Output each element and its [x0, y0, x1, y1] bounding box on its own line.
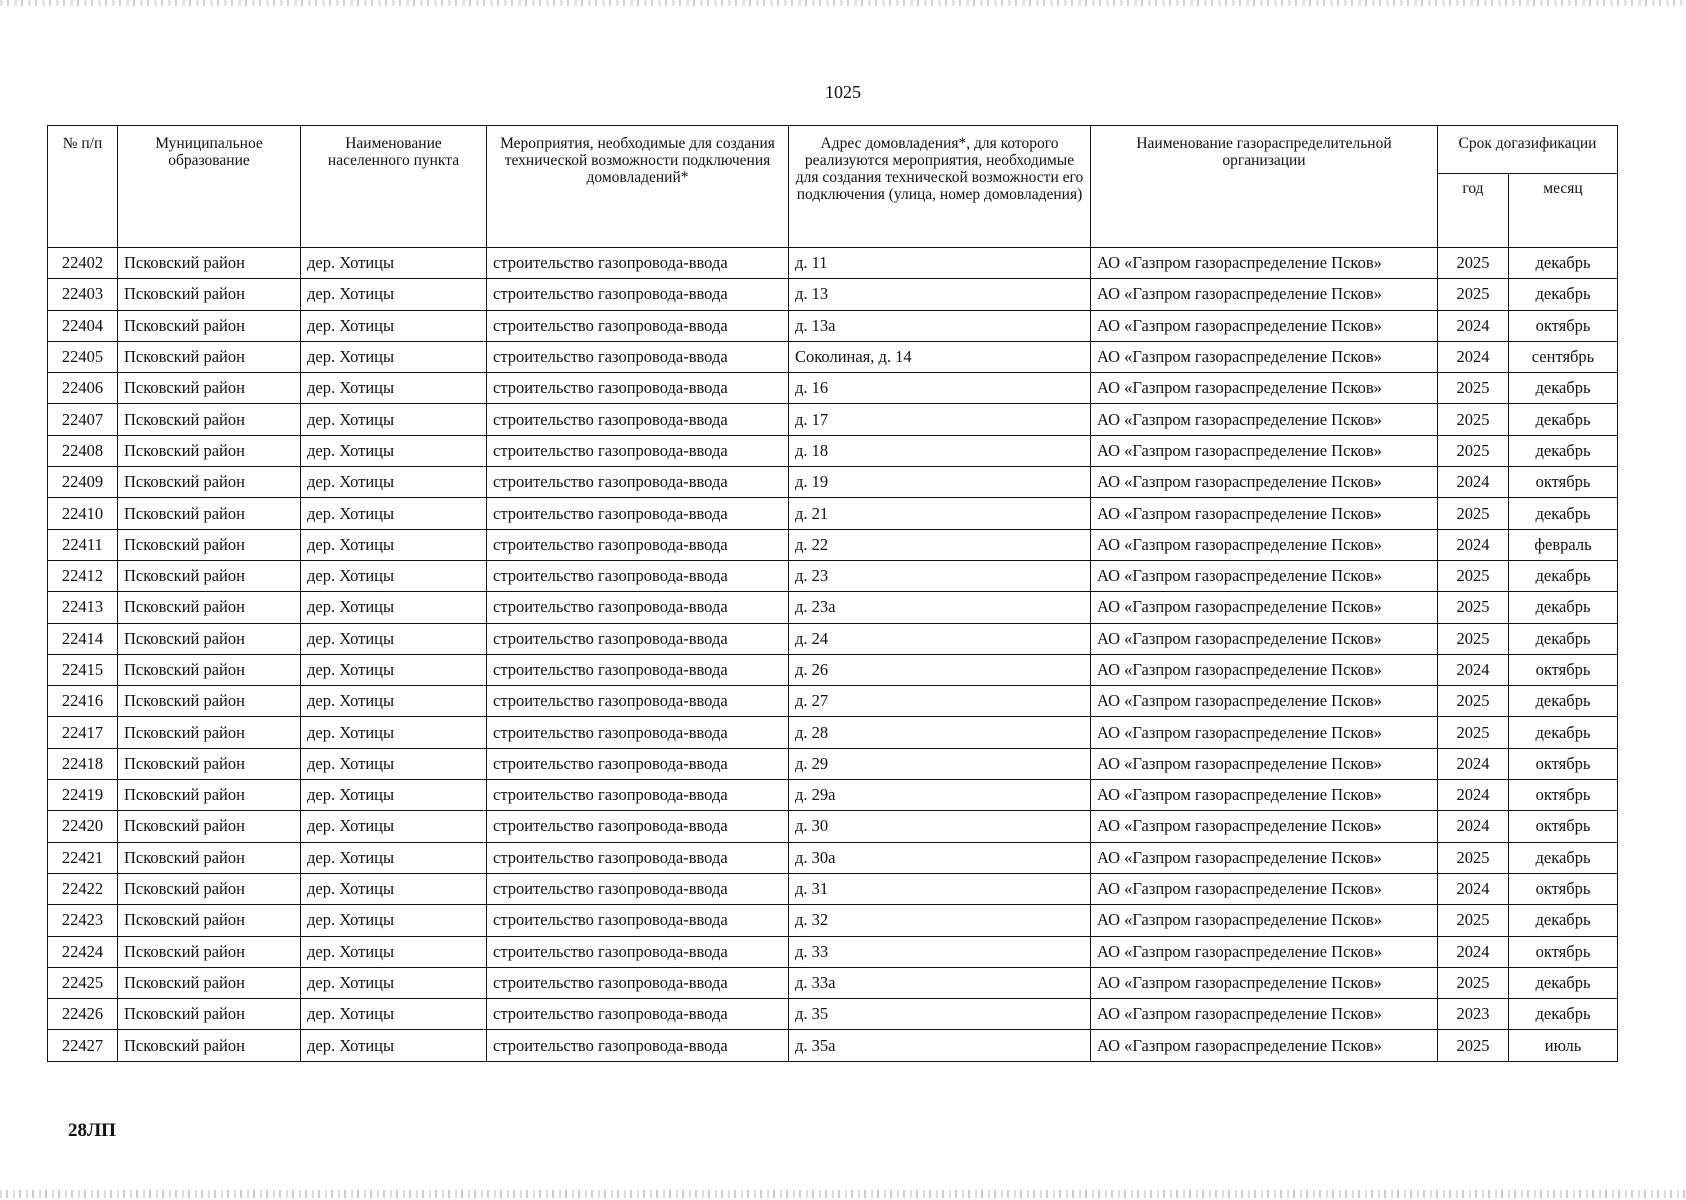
cell-num: 22423 [48, 905, 118, 936]
scan-edge-bottom [0, 1190, 1686, 1198]
cell-organization: АО «Газпром газораспределение Псков» [1091, 686, 1438, 717]
table-row [48, 248, 1618, 279]
cell-settlement: дер. Хотицы [301, 999, 487, 1030]
cell-organization: АО «Газпром газораспределение Псков» [1091, 467, 1438, 498]
cell-settlement: дер. Хотицы [301, 654, 487, 685]
cell-year: 2025 [1438, 592, 1509, 623]
cell-month: декабрь [1509, 435, 1618, 466]
cell-activity: строительство газопровода-ввода [487, 529, 789, 560]
cell-year: 2025 [1438, 498, 1509, 529]
cell-address: д. 32 [789, 905, 1091, 936]
cell-activity: строительство газопровода-ввода [487, 654, 789, 685]
cell-activity: строительство газопровода-ввода [487, 905, 789, 936]
cell-num: 22419 [48, 780, 118, 811]
cell-organization: АО «Газпром газораспределение Псков» [1091, 498, 1438, 529]
cell-address: д. 26 [789, 654, 1091, 685]
cell-organization: АО «Газпром газораспределение Псков» [1091, 592, 1438, 623]
table-row [48, 936, 1618, 967]
cell-year: 2024 [1438, 748, 1509, 779]
cell-address: д. 35 [789, 999, 1091, 1030]
cell-address: д. 21 [789, 498, 1091, 529]
cell-num: 22414 [48, 623, 118, 654]
cell-year: 2024 [1438, 529, 1509, 560]
cell-activity: строительство газопровода-ввода [487, 435, 789, 466]
cell-month: октябрь [1509, 467, 1618, 498]
table-row [48, 310, 1618, 341]
cell-num: 22405 [48, 341, 118, 372]
cell-settlement: дер. Хотицы [301, 811, 487, 842]
cell-activity: строительство газопровода-ввода [487, 999, 789, 1030]
cell-month: октябрь [1509, 873, 1618, 904]
cell-month: декабрь [1509, 279, 1618, 310]
cell-settlement: дер. Хотицы [301, 967, 487, 998]
header-address: Адрес домовладения*, для которого реализуются мероприятия, необходимые для создания технической возможности его подключения (улица, номер домовладения) [789, 126, 1091, 248]
table-row [48, 560, 1618, 591]
cell-year: 2025 [1438, 905, 1509, 936]
header-municipality: Муниципальное образование [118, 126, 301, 248]
footer-code: 28ЛП [68, 1120, 116, 1141]
cell-municipality: Псковский район [118, 717, 301, 748]
cell-month: декабрь [1509, 560, 1618, 591]
cell-settlement: дер. Хотицы [301, 435, 487, 466]
cell-address: д. 31 [789, 873, 1091, 904]
cell-num: 22415 [48, 654, 118, 685]
cell-year: 2025 [1438, 717, 1509, 748]
cell-num: 22409 [48, 467, 118, 498]
cell-address: д. 24 [789, 623, 1091, 654]
cell-organization: АО «Газпром газораспределение Псков» [1091, 999, 1438, 1030]
cell-year: 2025 [1438, 248, 1509, 279]
cell-settlement: дер. Хотицы [301, 341, 487, 372]
table-row [48, 467, 1618, 498]
cell-month: июль [1509, 1030, 1618, 1061]
cell-municipality: Псковский район [118, 373, 301, 404]
cell-activity: строительство газопровода-ввода [487, 373, 789, 404]
table-row [48, 999, 1618, 1030]
cell-settlement: дер. Хотицы [301, 873, 487, 904]
cell-address: д. 30 [789, 811, 1091, 842]
cell-settlement: дер. Хотицы [301, 748, 487, 779]
cell-num: 22417 [48, 717, 118, 748]
cell-activity: строительство газопровода-ввода [487, 873, 789, 904]
cell-settlement: дер. Хотицы [301, 592, 487, 623]
cell-organization: АО «Газпром газораспределение Псков» [1091, 780, 1438, 811]
cell-num: 22426 [48, 999, 118, 1030]
page-number: 1025 [825, 82, 861, 102]
cell-month: декабрь [1509, 623, 1618, 654]
cell-month: декабрь [1509, 842, 1618, 873]
cell-num: 22427 [48, 1030, 118, 1061]
table-row [48, 435, 1618, 466]
table-row [48, 748, 1618, 779]
table-row [48, 780, 1618, 811]
table-body [48, 248, 1618, 1062]
cell-year: 2025 [1438, 560, 1509, 591]
table-header [48, 126, 1618, 248]
cell-address: д. 30а [789, 842, 1091, 873]
cell-num: 22416 [48, 686, 118, 717]
cell-settlement: дер. Хотицы [301, 717, 487, 748]
header-deadline: Срок догазификации [1438, 126, 1618, 174]
cell-year: 2024 [1438, 467, 1509, 498]
cell-activity: строительство газопровода-ввода [487, 936, 789, 967]
cell-settlement: дер. Хотицы [301, 498, 487, 529]
cell-organization: АО «Газпром газораспределение Псков» [1091, 623, 1438, 654]
cell-activity: строительство газопровода-ввода [487, 592, 789, 623]
cell-num: 22411 [48, 529, 118, 560]
header-activities: Мероприятия, необходимые для создания технической возможности подключения домовладений* [487, 126, 789, 248]
scan-edge-top [0, 0, 1686, 6]
cell-activity: строительство газопровода-ввода [487, 748, 789, 779]
cell-municipality: Псковский район [118, 529, 301, 560]
cell-settlement: дер. Хотицы [301, 310, 487, 341]
cell-municipality: Псковский район [118, 686, 301, 717]
cell-settlement: дер. Хотицы [301, 467, 487, 498]
cell-num: 22408 [48, 435, 118, 466]
cell-organization: АО «Газпром газораспределение Псков» [1091, 873, 1438, 904]
cell-num: 22420 [48, 811, 118, 842]
cell-municipality: Псковский район [118, 404, 301, 435]
cell-num: 22422 [48, 873, 118, 904]
cell-month: сентябрь [1509, 341, 1618, 372]
table-row [48, 592, 1618, 623]
cell-month: декабрь [1509, 592, 1618, 623]
table-row [48, 967, 1618, 998]
cell-year: 2023 [1438, 999, 1509, 1030]
table-row [48, 498, 1618, 529]
cell-organization: АО «Газпром газораспределение Псков» [1091, 404, 1438, 435]
cell-municipality: Псковский район [118, 248, 301, 279]
cell-municipality: Псковский район [118, 279, 301, 310]
cell-municipality: Псковский район [118, 999, 301, 1030]
cell-num: 22421 [48, 842, 118, 873]
table-row [48, 717, 1618, 748]
cell-municipality: Псковский район [118, 905, 301, 936]
table-row [48, 654, 1618, 685]
table-row [48, 529, 1618, 560]
cell-month: декабрь [1509, 967, 1618, 998]
cell-address: д. 18 [789, 435, 1091, 466]
cell-year: 2024 [1438, 341, 1509, 372]
cell-settlement: дер. Хотицы [301, 686, 487, 717]
cell-municipality: Псковский район [118, 873, 301, 904]
cell-settlement: дер. Хотицы [301, 842, 487, 873]
cell-municipality: Псковский район [118, 560, 301, 591]
cell-address: Соколиная, д. 14 [789, 341, 1091, 372]
cell-month: декабрь [1509, 905, 1618, 936]
cell-num: 22413 [48, 592, 118, 623]
header-year: год [1438, 174, 1509, 248]
cell-organization: АО «Газпром газораспределение Псков» [1091, 905, 1438, 936]
cell-activity: строительство газопровода-ввода [487, 404, 789, 435]
header-settlement: Наименование населенного пункта [301, 126, 487, 248]
cell-settlement: дер. Хотицы [301, 404, 487, 435]
cell-municipality: Псковский район [118, 748, 301, 779]
cell-address: д. 29а [789, 780, 1091, 811]
cell-address: д. 16 [789, 373, 1091, 404]
cell-address: д. 29 [789, 748, 1091, 779]
table-row [48, 341, 1618, 372]
cell-address: д. 17 [789, 404, 1091, 435]
cell-address: д. 35а [789, 1030, 1091, 1061]
cell-month: декабрь [1509, 373, 1618, 404]
cell-organization: АО «Газпром газораспределение Псков» [1091, 435, 1438, 466]
cell-num: 22424 [48, 936, 118, 967]
cell-municipality: Псковский район [118, 467, 301, 498]
table-row [48, 404, 1618, 435]
table-row [48, 373, 1618, 404]
cell-activity: строительство газопровода-ввода [487, 467, 789, 498]
cell-activity: строительство газопровода-ввода [487, 842, 789, 873]
table-row [48, 811, 1618, 842]
cell-address: д. 33 [789, 936, 1091, 967]
cell-month: октябрь [1509, 310, 1618, 341]
cell-year: 2025 [1438, 279, 1509, 310]
table-row [48, 623, 1618, 654]
cell-num: 22425 [48, 967, 118, 998]
table-row [48, 873, 1618, 904]
cell-activity: строительство газопровода-ввода [487, 560, 789, 591]
cell-activity: строительство газопровода-ввода [487, 717, 789, 748]
cell-year: 2025 [1438, 1030, 1509, 1061]
cell-address: д. 28 [789, 717, 1091, 748]
cell-year: 2024 [1438, 811, 1509, 842]
cell-municipality: Псковский район [118, 842, 301, 873]
cell-year: 2025 [1438, 623, 1509, 654]
cell-month: декабрь [1509, 404, 1618, 435]
cell-municipality: Псковский район [118, 623, 301, 654]
cell-activity: строительство газопровода-ввода [487, 1030, 789, 1061]
cell-settlement: дер. Хотицы [301, 373, 487, 404]
cell-year: 2024 [1438, 780, 1509, 811]
cell-activity: строительство газопровода-ввода [487, 341, 789, 372]
cell-num: 22407 [48, 404, 118, 435]
cell-month: декабрь [1509, 248, 1618, 279]
cell-activity: строительство газопровода-ввода [487, 811, 789, 842]
cell-address: д. 13 [789, 279, 1091, 310]
table-row [48, 1030, 1618, 1061]
cell-num: 22418 [48, 748, 118, 779]
cell-year: 2024 [1438, 936, 1509, 967]
cell-municipality: Псковский район [118, 310, 301, 341]
table-row [48, 905, 1618, 936]
cell-municipality: Псковский район [118, 811, 301, 842]
cell-organization: АО «Газпром газораспределение Псков» [1091, 373, 1438, 404]
cell-settlement: дер. Хотицы [301, 560, 487, 591]
cell-organization: АО «Газпром газораспределение Псков» [1091, 310, 1438, 341]
cell-year: 2025 [1438, 435, 1509, 466]
cell-settlement: дер. Хотицы [301, 905, 487, 936]
cell-activity: строительство газопровода-ввода [487, 967, 789, 998]
cell-address: д. 11 [789, 248, 1091, 279]
cell-year: 2025 [1438, 967, 1509, 998]
cell-organization: АО «Газпром газораспределение Псков» [1091, 967, 1438, 998]
cell-settlement: дер. Хотицы [301, 936, 487, 967]
cell-month: октябрь [1509, 654, 1618, 685]
cell-num: 22410 [48, 498, 118, 529]
cell-activity: строительство газопровода-ввода [487, 498, 789, 529]
cell-activity: строительство газопровода-ввода [487, 686, 789, 717]
header-month: месяц [1509, 174, 1618, 248]
cell-activity: строительство газопровода-ввода [487, 310, 789, 341]
cell-month: октябрь [1509, 748, 1618, 779]
cell-organization: АО «Газпром газораспределение Псков» [1091, 842, 1438, 873]
cell-organization: АО «Газпром газораспределение Псков» [1091, 279, 1438, 310]
cell-municipality: Псковский район [118, 435, 301, 466]
cell-month: февраль [1509, 529, 1618, 560]
cell-activity: строительство газопровода-ввода [487, 279, 789, 310]
table-row [48, 279, 1618, 310]
cell-address: д. 33а [789, 967, 1091, 998]
cell-organization: АО «Газпром газораспределение Псков» [1091, 654, 1438, 685]
cell-num: 22402 [48, 248, 118, 279]
cell-year: 2024 [1438, 873, 1509, 904]
cell-year: 2025 [1438, 842, 1509, 873]
cell-municipality: Псковский район [118, 967, 301, 998]
cell-num: 22404 [48, 310, 118, 341]
cell-num: 22412 [48, 560, 118, 591]
cell-municipality: Псковский район [118, 1030, 301, 1061]
cell-organization: АО «Газпром газораспределение Псков» [1091, 717, 1438, 748]
cell-address: д. 23а [789, 592, 1091, 623]
cell-organization: АО «Газпром газораспределение Псков» [1091, 560, 1438, 591]
table-row [48, 842, 1618, 873]
cell-organization: АО «Газпром газораспределение Псков» [1091, 529, 1438, 560]
cell-municipality: Псковский район [118, 936, 301, 967]
cell-municipality: Псковский район [118, 341, 301, 372]
cell-month: октябрь [1509, 780, 1618, 811]
cell-municipality: Псковский район [118, 498, 301, 529]
cell-settlement: дер. Хотицы [301, 623, 487, 654]
cell-activity: строительство газопровода-ввода [487, 780, 789, 811]
cell-settlement: дер. Хотицы [301, 780, 487, 811]
cell-organization: АО «Газпром газораспределение Псков» [1091, 811, 1438, 842]
cell-address: д. 22 [789, 529, 1091, 560]
cell-year: 2024 [1438, 310, 1509, 341]
cell-year: 2025 [1438, 404, 1509, 435]
cell-address: д. 19 [789, 467, 1091, 498]
cell-settlement: дер. Хотицы [301, 529, 487, 560]
cell-address: д. 27 [789, 686, 1091, 717]
cell-settlement: дер. Хотицы [301, 279, 487, 310]
gasification-table [47, 125, 1618, 1062]
table-row [48, 686, 1618, 717]
cell-municipality: Псковский район [118, 592, 301, 623]
cell-num: 22406 [48, 373, 118, 404]
header-organization: Наименование газораспределительной организации [1091, 126, 1438, 248]
cell-address: д. 13а [789, 310, 1091, 341]
cell-settlement: дер. Хотицы [301, 248, 487, 279]
cell-address: д. 23 [789, 560, 1091, 591]
cell-month: октябрь [1509, 936, 1618, 967]
cell-month: декабрь [1509, 717, 1618, 748]
cell-month: декабрь [1509, 686, 1618, 717]
cell-year: 2024 [1438, 654, 1509, 685]
cell-organization: АО «Газпром газораспределение Псков» [1091, 748, 1438, 779]
cell-num: 22403 [48, 279, 118, 310]
cell-organization: АО «Газпром газораспределение Псков» [1091, 936, 1438, 967]
cell-activity: строительство газопровода-ввода [487, 248, 789, 279]
cell-organization: АО «Газпром газораспределение Псков» [1091, 341, 1438, 372]
cell-activity: строительство газопровода-ввода [487, 623, 789, 654]
cell-month: октябрь [1509, 811, 1618, 842]
cell-organization: АО «Газпром газораспределение Псков» [1091, 1030, 1438, 1061]
cell-municipality: Псковский район [118, 780, 301, 811]
cell-year: 2025 [1438, 686, 1509, 717]
header-num: № п/п [48, 126, 118, 248]
cell-organization: АО «Газпром газораспределение Псков» [1091, 248, 1438, 279]
cell-year: 2025 [1438, 373, 1509, 404]
cell-municipality: Псковский район [118, 654, 301, 685]
cell-settlement: дер. Хотицы [301, 1030, 487, 1061]
cell-month: декабрь [1509, 999, 1618, 1030]
cell-month: декабрь [1509, 498, 1618, 529]
